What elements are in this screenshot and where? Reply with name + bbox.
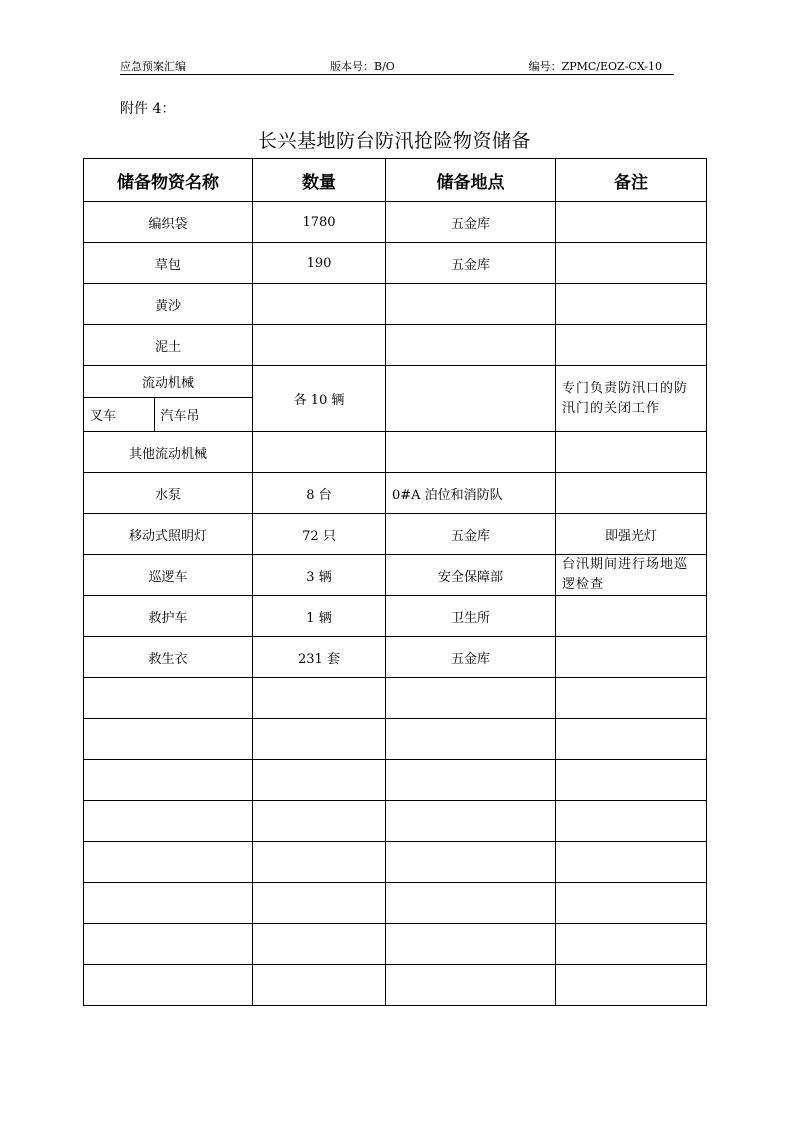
table-row <box>84 514 707 555</box>
empty-cell <box>556 965 707 1006</box>
column-header-quantity: 数量 <box>253 159 386 202</box>
cell-note <box>556 325 707 366</box>
empty-cell <box>84 924 253 965</box>
empty-cell <box>386 760 556 801</box>
empty-cell <box>84 719 253 760</box>
table-row-empty <box>84 678 707 719</box>
table-row-empty <box>84 760 707 801</box>
cell-note: 即强光灯 <box>556 514 707 555</box>
empty-cell <box>386 842 556 883</box>
cell-note: 专门负责防汛口的防汛门的关闭工作 <box>556 366 707 432</box>
cell-location: 卫生所 <box>386 596 556 637</box>
empty-cell <box>556 842 707 883</box>
materials-table <box>83 158 707 1006</box>
cell-machinery-group <box>84 366 253 432</box>
cell-quantity: 72 只 <box>253 514 386 555</box>
machinery-subtable <box>84 366 252 431</box>
table-row <box>84 432 707 473</box>
cell-quantity <box>253 325 386 366</box>
cell-note <box>556 473 707 514</box>
table-row <box>84 325 707 366</box>
cell-quantity: 231 套 <box>253 637 386 678</box>
cell-note <box>556 202 707 243</box>
cell-name: 移动式照明灯 <box>84 514 253 555</box>
cell-machinery-name: 流动机械 <box>84 366 252 397</box>
cell-machinery-crane: 汽车吊 <box>160 408 200 424</box>
table-row-empty <box>84 801 707 842</box>
cell-name: 救生衣 <box>84 637 253 678</box>
empty-cell <box>84 965 253 1006</box>
empty-cell <box>556 678 707 719</box>
cell-note: 台汛期间进行场地巡逻检查 <box>556 555 707 596</box>
empty-cell <box>84 760 253 801</box>
cell-name: 黄沙 <box>84 284 253 325</box>
cell-name: 草包 <box>84 243 253 284</box>
cell-note <box>556 432 707 473</box>
empty-cell <box>84 842 253 883</box>
cell-name: 水泵 <box>84 473 253 514</box>
column-header-note: 备注 <box>556 159 707 202</box>
cell-name: 编织袋 <box>84 202 253 243</box>
header-doc-number: 编号：ZPMC/EOZ-CX-10 <box>528 60 662 73</box>
cell-quantity: 各 10 辆 <box>253 366 386 432</box>
cell-note <box>556 284 707 325</box>
cell-quantity: 8 台 <box>253 473 386 514</box>
empty-cell <box>253 801 386 842</box>
empty-cell <box>386 678 556 719</box>
cell-note <box>556 596 707 637</box>
cell-quantity <box>253 284 386 325</box>
cell-name: 其他流动机械 <box>84 432 253 473</box>
empty-cell <box>556 801 707 842</box>
header-doc-name: 应急预案汇编 <box>120 60 186 73</box>
table-row <box>84 473 707 514</box>
document-title: 长兴基地防台防汛抢险物资储备 <box>257 130 531 152</box>
table-row <box>84 555 707 596</box>
table-row-empty <box>84 719 707 760</box>
table-row-empty <box>84 924 707 965</box>
table-row <box>84 243 707 284</box>
cell-quantity: 1780 <box>253 202 386 243</box>
cell-quantity: 1 辆 <box>253 596 386 637</box>
table-row-empty <box>84 883 707 924</box>
table-row-empty <box>84 965 707 1006</box>
empty-cell <box>386 965 556 1006</box>
empty-cell <box>253 760 386 801</box>
column-header-location: 储备地点 <box>386 159 556 202</box>
attachment-label: 附件 4： <box>120 101 176 117</box>
table-row <box>84 284 707 325</box>
empty-cell <box>253 842 386 883</box>
cell-location <box>386 432 556 473</box>
cell-machinery-forklift: 叉车 <box>84 397 154 431</box>
cell-note <box>556 637 707 678</box>
table-row-empty <box>84 842 707 883</box>
cell-quantity: 3 辆 <box>253 555 386 596</box>
empty-cell <box>253 883 386 924</box>
empty-cell <box>556 760 707 801</box>
cell-location: 五金库 <box>386 243 556 284</box>
cell-location <box>386 284 556 325</box>
empty-cell <box>386 883 556 924</box>
empty-cell <box>386 719 556 760</box>
column-header-name: 储备物资名称 <box>84 159 253 202</box>
cell-location: 五金库 <box>386 637 556 678</box>
cell-location: 0#A 泊位和消防队 <box>386 473 556 514</box>
cell-name: 巡逻车 <box>84 555 253 596</box>
empty-cell <box>253 678 386 719</box>
cell-location: 安全保障部 <box>386 555 556 596</box>
empty-cell <box>556 719 707 760</box>
cell-location <box>386 325 556 366</box>
table-row <box>84 637 707 678</box>
empty-cell <box>84 678 253 719</box>
empty-cell <box>253 965 386 1006</box>
table-row-machinery <box>84 366 707 432</box>
cell-quantity: 190 <box>253 243 386 284</box>
empty-cell <box>253 924 386 965</box>
cell-location: 五金库 <box>386 514 556 555</box>
table-row <box>84 596 707 637</box>
cell-note <box>556 243 707 284</box>
empty-cell <box>556 883 707 924</box>
empty-cell <box>386 924 556 965</box>
header-version: 版本号：B/O <box>330 60 395 73</box>
cell-quantity <box>253 432 386 473</box>
empty-cell <box>84 801 253 842</box>
empty-cell <box>556 924 707 965</box>
cell-location <box>386 366 556 432</box>
cell-name: 泥土 <box>84 325 253 366</box>
empty-cell <box>84 883 253 924</box>
page-header <box>120 56 674 75</box>
empty-cell <box>386 801 556 842</box>
table-header-row <box>84 159 707 202</box>
empty-cell <box>253 719 386 760</box>
table-row <box>84 202 707 243</box>
cell-location: 五金库 <box>386 202 556 243</box>
cell-name: 救护车 <box>84 596 253 637</box>
